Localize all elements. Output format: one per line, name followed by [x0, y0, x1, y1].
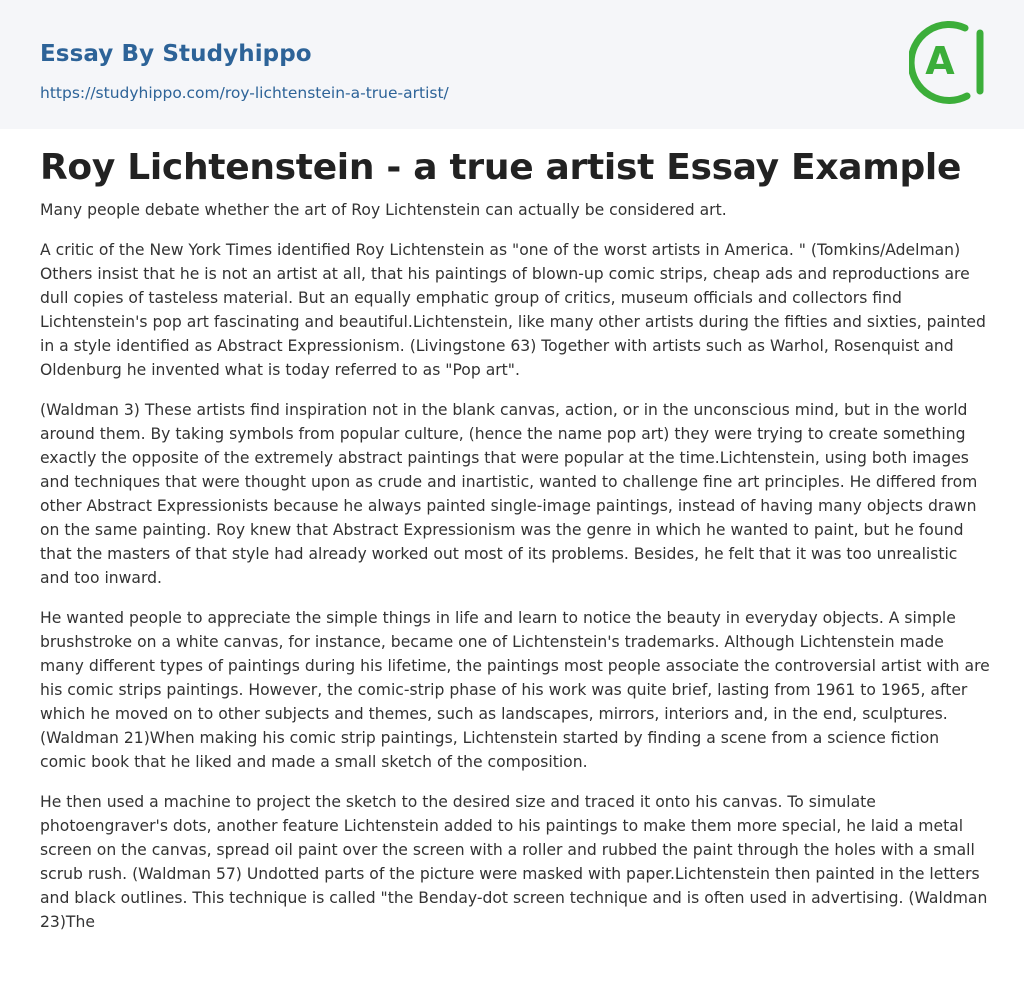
page-title: Roy Lichtenstein - a true artist Essay Example: [40, 147, 962, 188]
paragraph-1: Many people debate whether the art of Roy Lichtenstein can actually be considered art.: [40, 201, 727, 219]
paragraph-2: A critic of the New York Times identified Roy Lichtenstein as "one of the worst artists in America. " (Tomkins/Adelman) Others insist that he is not an artist at all, that his paintings of blown-up comic strips, cheap ads and reproductions are dull copies of tasteless material. But an equally emphatic group of critics, museum officials and collectors find Lichtenstein's pop art fascinating and beautiful.Lichtenstein, like many other artists during the fifties and sixties, painted in a style identified as Abstract Expressionism. (Livingstone 63) Together with artists such as Warhol, Rosenquist and Oldenburg he invented what is today referred to as "Pop art".: [40, 241, 986, 379]
studyhippo-logo-icon[interactable]: [909, 17, 989, 107]
paragraph-5: He then used a machine to project the sketch to the desired size and traced it onto his canvas. To simulate photoengraver's dots, another feature Lichtenstein added to his paintings to make them more special, he laid a metal screen on the canvas, spread oil paint over the screen with a roller and rubbed the paint through the holes with a small scrub rush. (Waldman 57) Undotted parts of the picture were masked with paper.Lichtenstein then painted in the letters and black outlines. This technique is called "the Benday-dot screen technique and is often used in advertising. (Waldman 23)The: [40, 793, 988, 931]
article: [40, 142, 990, 950]
logo-letter: A: [925, 39, 955, 83]
essay-url-link[interactable]: https://studyhippo.com/roy-lichtenstein-a-true-artist/: [40, 84, 449, 102]
paragraph-3: (Waldman 3) These artists find inspiration not in the blank canvas, action, or in the unconscious mind, but in the world around them. By taking symbols from popular culture, (hence the name pop art) they were trying to create something exactly the opposite of the extremely abstract paintings that were popular at the time.Lichtenstein, using both images and techniques that were thought upon as crude and inartistic, wanted to challenge fine art principles. He differed from other Abstract Expressionists because he always painted single-image paintings, instead of having many objects drawn on the same painting. Roy knew that Abstract Expressionism was the genre in which he wanted to paint, but he found that the masters of that style had already worked out most of its problems. Besides, he felt that it was too unrealistic and too inward.: [40, 401, 978, 587]
paragraph-4: He wanted people to appreciate the simple things in life and learn to notice the beauty in everyday objects. A simple brushstroke on a white canvas, for instance, became one of Lichtenstein's trademarks. Although Lichtenstein made many different types of paintings during his lifetime, the paintings most people associate the controversial artist with are his comic strips paintings. However, the comic-strip phase of his work was quite brief, lasting from 1961 to 1965, after which he moved on to other subjects and themes, such as landscapes, mirrors, interiors and, in the end, sculptures. (Waldman 21)When making his comic strip paintings, Lichtenstein started by finding a scene from a science fiction comic book that he liked and made a small sketch of the composition.: [40, 609, 990, 771]
site-brand[interactable]: Essay By Studyhippo: [40, 41, 312, 67]
site-header: [0, 0, 1024, 129]
